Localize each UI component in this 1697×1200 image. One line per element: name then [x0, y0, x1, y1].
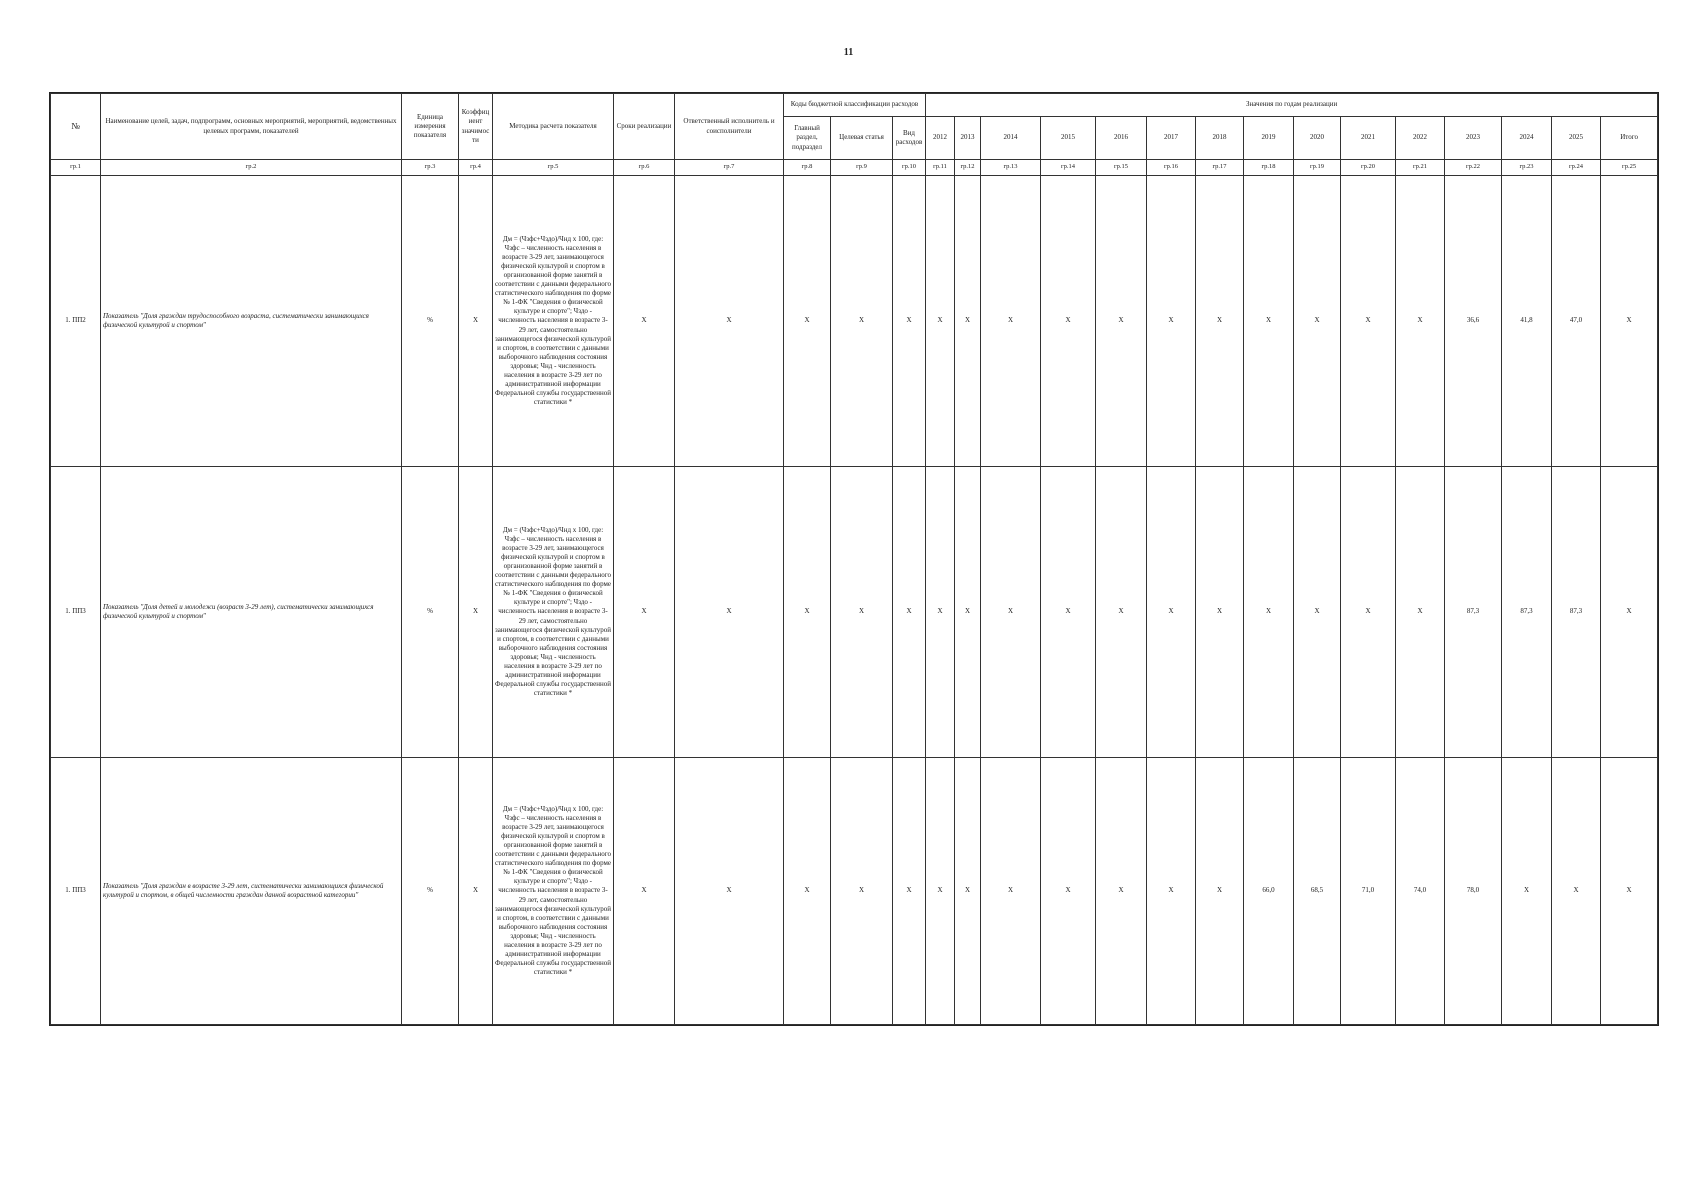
column-number: гр.7 — [675, 160, 784, 176]
year-value: Х — [1096, 758, 1147, 1025]
year-value: 87,3 — [1552, 467, 1601, 758]
column-number: гр.24 — [1552, 160, 1601, 176]
column-number: гр.22 — [1445, 160, 1502, 176]
kbk-type-cell: Х — [893, 758, 926, 1025]
year-value: Х — [981, 467, 1041, 758]
year-value: Х — [926, 467, 955, 758]
header-terms: Сроки реализации — [614, 94, 675, 160]
row-number: 1. ПП3 — [51, 758, 101, 1025]
year-value: Х — [955, 758, 981, 1025]
year-value: 87,3 — [1502, 467, 1552, 758]
column-number: гр.19 — [1294, 160, 1341, 176]
header-responsible: Ответственный исполнитель и соисполнители — [675, 94, 784, 160]
year-value: 87,3 — [1445, 467, 1502, 758]
column-number: гр.2 — [101, 160, 402, 176]
unit-cell: % — [402, 467, 459, 758]
indicator-name: Показатель "Доля детей и молодежи (возраст 3-29 лет), систематически занимающихся физической культурой и спортом" — [101, 467, 402, 758]
year-value: 68,5 — [1294, 758, 1341, 1025]
year-value: Х — [955, 467, 981, 758]
year-value: Х — [1341, 176, 1396, 467]
method-cell: Дм = (Чзфс+Чздо)/Чнд х 100, где: Чзфс – численность населения в возрасте 3-29 лет, занимающегося физической культурой и спортом в организованной форме занятий в соответствии с данными федерального статистического наблюдения по форме № 1-ФК "Сведения о физической культуре и спорте"; Чздо - численность населения в возрасте 3-29 лет, самостоятельно занимающегося физической культурой и спортом, в соответствии с данными выборочного наблюдения состояния здоровья; Чнд - численность населения в возрасте 3-29 лет по административной информации Федеральной службы государственной статистики * — [493, 176, 614, 467]
kbk-type-cell: Х — [893, 467, 926, 758]
column-number: гр.10 — [893, 160, 926, 176]
year-value: Х — [1196, 467, 1244, 758]
header-method: Методика расчета показателя — [493, 94, 614, 160]
kbk-type-cell: Х — [893, 176, 926, 467]
table-row — [51, 176, 1658, 467]
year-value: 78,0 — [1445, 758, 1502, 1025]
column-number: гр.1 — [51, 160, 101, 176]
column-number: гр.17 — [1196, 160, 1244, 176]
header-year: 2022 — [1396, 117, 1445, 160]
column-number: гр.16 — [1147, 160, 1196, 176]
responsible-cell: Х — [675, 758, 784, 1025]
kbk-article-cell: Х — [831, 176, 893, 467]
year-value: 71,0 — [1341, 758, 1396, 1025]
header-years-group: Значения по годам реализации — [926, 94, 1658, 117]
column-number: гр.8 — [784, 160, 831, 176]
header-year: 2014 — [981, 117, 1041, 160]
header-year: 2024 — [1502, 117, 1552, 160]
year-value: Х — [1096, 176, 1147, 467]
method-cell: Дм = (Чзфс+Чздо)/Чнд х 100, где: Чзфс – численность населения в возрасте 3-29 лет, занимающегося физической культурой и спортом в организованной форме занятий в соответствии с данными федерального статистического наблюдения по форме № 1-ФК "Сведения о физической культуре и спорте"; Чздо - численность населения в возрасте 3-29 лет, самостоятельно занимающегося физической культурой и спортом, в соответствии с данными выборочного наблюдения состояния здоровья; Чнд - численность населения в возрасте 3-29 лет по административной информации Федеральной службы государственной статистики * — [493, 758, 614, 1025]
year-value: Х — [1396, 176, 1445, 467]
year-value: Х — [1294, 176, 1341, 467]
table-row — [51, 758, 1658, 1025]
column-number: гр.12 — [955, 160, 981, 176]
year-value: 47,0 — [1552, 176, 1601, 467]
column-number: гр.15 — [1096, 160, 1147, 176]
year-value: 36,6 — [1445, 176, 1502, 467]
unit-cell: % — [402, 758, 459, 1025]
header-name: Наименование целей, задач, подпрограмм, основных мероприятий, мероприятий, ведомственных целевых программ, показателей — [101, 94, 402, 160]
total-value: Х — [1601, 176, 1658, 467]
year-value: Х — [1196, 176, 1244, 467]
header-kbk-section: Главный раздел, подраздел — [784, 117, 831, 160]
row-number: 1. ПП3 — [51, 467, 101, 758]
column-number: гр.3 — [402, 160, 459, 176]
table-row — [51, 467, 1658, 758]
year-value: Х — [1147, 176, 1196, 467]
header-year: 2025 — [1552, 117, 1601, 160]
year-value: Х — [1396, 467, 1445, 758]
year-value: Х — [1041, 467, 1096, 758]
header-row-1 — [51, 94, 1658, 117]
year-value: 66,0 — [1244, 758, 1294, 1025]
indicator-name: Показатель "Доля граждан трудоспособного возраста, систематически занимающихся физической культурой и спортом" — [101, 176, 402, 467]
column-number: гр.11 — [926, 160, 955, 176]
header-year: 2016 — [1096, 117, 1147, 160]
unit-cell: % — [402, 176, 459, 467]
year-value: Х — [1502, 758, 1552, 1025]
column-number: гр.23 — [1502, 160, 1552, 176]
column-number: гр.6 — [614, 160, 675, 176]
kbk-article-cell: Х — [831, 758, 893, 1025]
column-number: гр.5 — [493, 160, 614, 176]
total-value: Х — [1601, 758, 1658, 1025]
year-value: 74,0 — [1396, 758, 1445, 1025]
row-number: 1. ПП2 — [51, 176, 101, 467]
header-year: 2019 — [1244, 117, 1294, 160]
header-kbk-type: Вид расходов — [893, 117, 926, 160]
year-value: Х — [1244, 176, 1294, 467]
header-year: 2017 — [1147, 117, 1196, 160]
header-no: № — [51, 94, 101, 160]
header-year: 2023 — [1445, 117, 1502, 160]
indicator-table — [50, 93, 1658, 1025]
column-number: гр.21 — [1396, 160, 1445, 176]
year-value: Х — [926, 758, 955, 1025]
year-value: Х — [981, 758, 1041, 1025]
year-value: Х — [1041, 176, 1096, 467]
kbk-section-cell: Х — [784, 467, 831, 758]
coef-cell: Х — [459, 467, 493, 758]
kbk-article-cell: Х — [831, 467, 893, 758]
year-value: Х — [1552, 758, 1601, 1025]
column-number: гр.25 — [1601, 160, 1658, 176]
column-number: гр.9 — [831, 160, 893, 176]
method-cell: Дм = (Чзфс+Чздо)/Чнд х 100, где: Чзфс – численность населения в возрасте 3-29 лет, занимающегося физической культурой и спортом в организованной форме занятий в соответствии с данными федерального статистического наблюдения по форме № 1-ФК "Сведения о физической культуре и спорте"; Чздо - численность населения в возрасте 3-29 лет, самостоятельно занимающегося физической культурой и спортом, в соответствии с данными выборочного наблюдения состояния здоровья; Чнд - численность населения в возрасте 3-29 лет по административной информации Федеральной службы государственной статистики * — [493, 467, 614, 758]
responsible-cell: Х — [675, 467, 784, 758]
year-value: Х — [1147, 758, 1196, 1025]
year-value: Х — [1041, 758, 1096, 1025]
header-year: 2018 — [1196, 117, 1244, 160]
header-year: 2020 — [1294, 117, 1341, 160]
year-value: Х — [981, 176, 1041, 467]
column-number: гр.20 — [1341, 160, 1396, 176]
kbk-section-cell: Х — [784, 758, 831, 1025]
column-number: гр.14 — [1041, 160, 1096, 176]
year-value: Х — [1196, 758, 1244, 1025]
terms-cell: Х — [614, 758, 675, 1025]
header-year: 2012 — [926, 117, 955, 160]
responsible-cell: Х — [675, 176, 784, 467]
year-value: Х — [1147, 467, 1196, 758]
indicator-name: Показатель "Доля граждан в возрасте 3-29 лет, систематически занимающихся физической культурой и спортом, в общей численности граждан данной возрастной категории" — [101, 758, 402, 1025]
year-value: Х — [1096, 467, 1147, 758]
year-value: Х — [1341, 467, 1396, 758]
column-number: гр.13 — [981, 160, 1041, 176]
year-value: Х — [1244, 467, 1294, 758]
coef-cell: Х — [459, 758, 493, 1025]
coef-cell: Х — [459, 176, 493, 467]
header-coef: Коэффициент значимости — [459, 94, 493, 160]
year-value: Х — [926, 176, 955, 467]
header-kbk-article: Целевая статья — [831, 117, 893, 160]
header-kbk-group: Коды бюджетной классификации расходов — [784, 94, 926, 117]
column-number-row — [51, 160, 1658, 176]
total-value: Х — [1601, 467, 1658, 758]
header-year: 2015 — [1041, 117, 1096, 160]
terms-cell: Х — [614, 176, 675, 467]
page-number: 11 — [843, 47, 854, 58]
year-value: Х — [1294, 467, 1341, 758]
header-year: 2013 — [955, 117, 981, 160]
header-total: Итого — [1601, 117, 1658, 160]
kbk-section-cell: Х — [784, 176, 831, 467]
header-year: 2021 — [1341, 117, 1396, 160]
year-value: 41,8 — [1502, 176, 1552, 467]
terms-cell: Х — [614, 467, 675, 758]
column-number: гр.18 — [1244, 160, 1294, 176]
header-unit: Единица измерения показателя — [402, 94, 459, 160]
year-value: Х — [955, 176, 981, 467]
column-number: гр.4 — [459, 160, 493, 176]
